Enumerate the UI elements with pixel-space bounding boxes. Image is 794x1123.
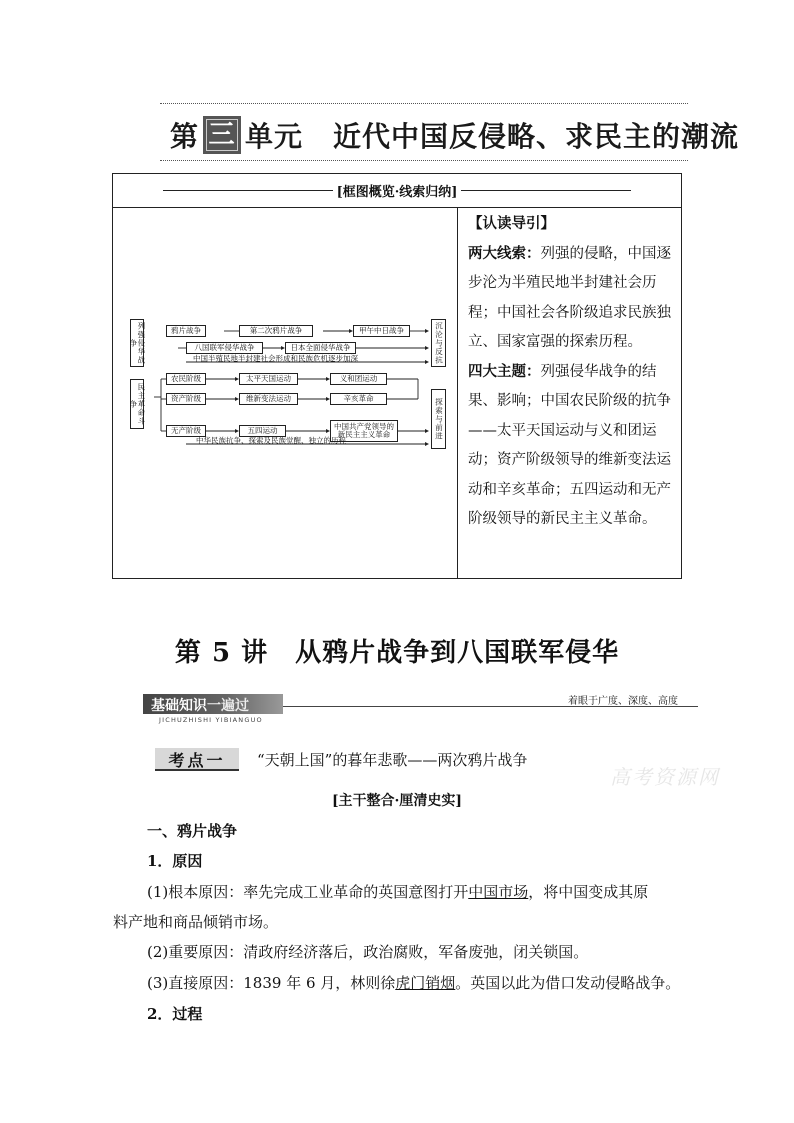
framework-header-label: [框图概览·线索归纳] <box>336 185 458 200</box>
unit-title <box>170 114 739 156</box>
subheading-process: 2．过程 <box>147 1005 203 1023</box>
diagram-reform: 维新变法运动 <box>239 393 298 405</box>
guide-themes <box>468 358 678 535</box>
diagram-boxer: 义和团运动 <box>330 373 387 385</box>
guide-clue-label: 两大线索： <box>468 245 541 262</box>
unit-suffix: 单元 <box>245 120 304 153</box>
diagram-label-decline-resistance: 沉沦与反抗 <box>431 319 446 367</box>
banner-label <box>151 695 249 715</box>
diagram-opium-war: 鸦片战争 <box>166 325 206 337</box>
cause-direct <box>147 972 680 993</box>
sub-heading: [主干整合·厘清史实] <box>331 793 463 809</box>
diagram-japan-invasion: 日本全面侵华战争 <box>285 342 356 354</box>
diagram-may-fourth: 五四运动 <box>239 425 286 437</box>
diagram-second-opium-war: 第二次鸦片战争 <box>239 325 313 337</box>
cause-root-text-a: (1)根本原因：率先完成工业革命的英国意图打开 <box>147 883 469 901</box>
cause-direct-text-b: 。英国以此为借口发动侵略战争。 <box>455 974 681 992</box>
diagram-label-democratic-struggle: 民主革命斗争 <box>130 379 144 429</box>
lesson-title: 第 5 讲 从鸦片战争到八国联军侵华 <box>174 638 620 668</box>
unit-number-box: 三 <box>203 116 241 154</box>
exam-point-tag: 考点一 <box>155 748 239 770</box>
cause-important: (2)重要原因：清政府经济落后，政治腐败，军备废弛，闭关锁国。 <box>147 943 589 961</box>
diagram-peasant-class: 农民阶级 <box>166 373 206 385</box>
diagram-taiping: 太平天国运动 <box>239 373 298 385</box>
cause-root-underlined: 中国市场 <box>468 883 529 901</box>
section-heading-opium-war: 一、鸦片战争 <box>147 822 238 840</box>
cause-root <box>147 881 648 902</box>
banner-pinyin: JICHUZHISHI YIBIANGUO <box>159 716 263 724</box>
diagram-eight-nation-invasion: 八国联军侵华战争 <box>186 342 263 354</box>
section-banner <box>143 694 698 730</box>
cause-direct-underlined: 虎门销烟 <box>395 974 456 992</box>
diagram-label-foreign-wars: 列强侵华战争 <box>130 319 144 367</box>
diagram-label-explore-advance: 探索与前进 <box>431 389 446 449</box>
diagram-proletarian-class: 无产阶级 <box>166 425 206 437</box>
banner-label-sub: 一遍过 <box>207 698 249 714</box>
exam-point-tag-underline <box>155 769 239 771</box>
diagram-bourgeois-class: 资产阶级 <box>166 393 206 405</box>
unit-header-bottom-rule <box>160 160 688 161</box>
diagram-sink-line-label: 中国半殖民地半封建社会形成和民族危机逐步加深 <box>193 354 358 363</box>
diagram-new-democratic: 中国共产党领导的新民主主义革命 <box>330 420 398 442</box>
guide-theme-label: 四大主题： <box>468 363 541 380</box>
guide-heading: 【认读导引】 <box>468 216 555 232</box>
unit-header-top-rule <box>160 103 688 104</box>
framework-divider <box>457 207 458 578</box>
subheading-causes: 1．原因 <box>147 852 203 870</box>
reading-guide <box>468 210 678 535</box>
unit-theme-title: 近代中国反侵略、求民主的潮流 <box>333 120 740 153</box>
diagram-progress-line-label: 中华民族抗争、探索及民族觉醒、独立的历程 <box>196 436 346 445</box>
banner-motto: 着眼于广度、深度、高度 <box>568 696 678 707</box>
history-framework-diagram <box>128 319 448 469</box>
banner-label-main: 基础知识 <box>151 698 207 714</box>
watermark: 高考资源网 <box>610 765 720 789</box>
guide-theme-text: 列强侵华战争的结果、影响；中国农民阶级的抗争——太平天国运动与义和团运动；资产阶级领导的维新变法运动和辛亥革命；五四运动和无产阶级领导的新民主主义革命。 <box>468 363 671 527</box>
guide-clue-text: 列强的侵略，中国逐步沦为半殖民地半封建社会历程；中国社会各阶级追求民族独立、国家富强的探索历程。 <box>468 245 671 350</box>
exam-point-title: “天朝上国”的暮年悲歌——两次鸦片战争 <box>257 751 528 769</box>
diagram-sino-japanese-war: 甲午中日战争 <box>353 325 410 337</box>
cause-root-text-b: ，将中国变成其原 <box>528 883 649 901</box>
diagram-xinhai: 辛亥革命 <box>330 393 387 405</box>
framework-table <box>112 173 682 579</box>
guide-clues <box>468 240 678 358</box>
cause-root-continued: 料产地和商品倾销市场。 <box>113 913 279 931</box>
framework-header <box>113 174 681 208</box>
unit-prefix: 第 <box>170 120 200 153</box>
cause-direct-text-a: (3)直接原因：1839 年 6 月，林则徐 <box>147 974 396 992</box>
